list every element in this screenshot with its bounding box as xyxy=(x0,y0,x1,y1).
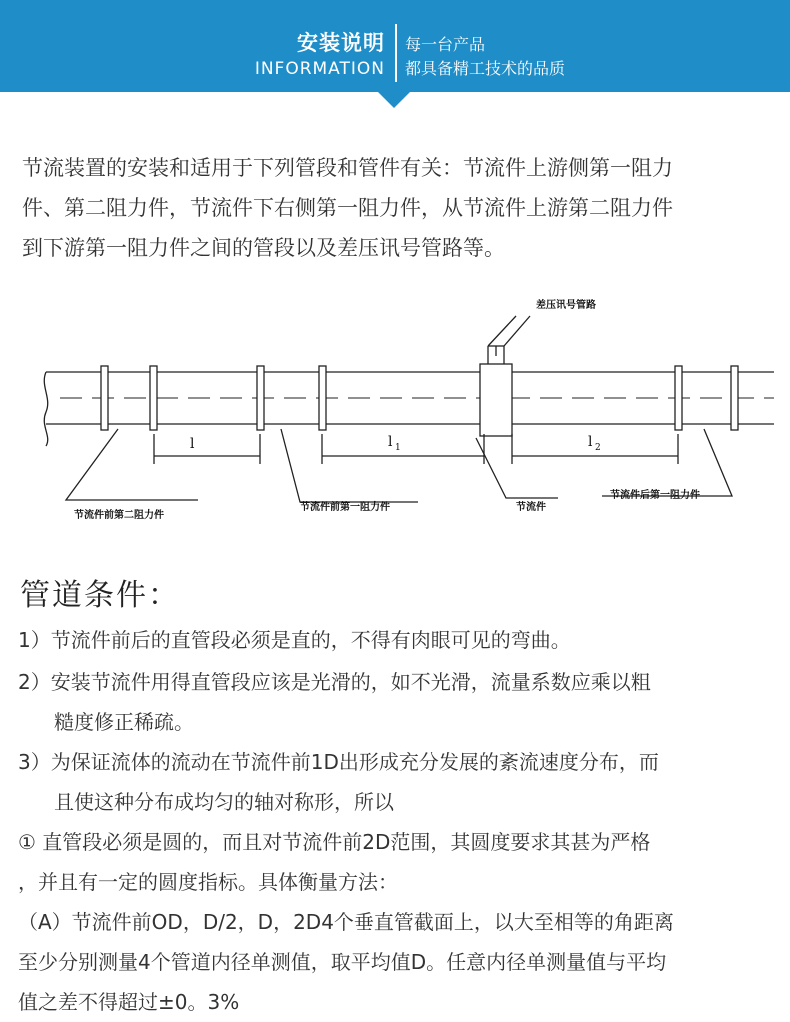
header-line2: 都具备精工技术的品质 xyxy=(405,59,566,78)
dim-l2-subscript: 2 xyxy=(595,443,601,453)
method-a xyxy=(18,902,674,1022)
intro-line: 到下游第一阻力件之间的管段以及差压讯号管路等。 xyxy=(22,236,505,260)
circle-item-1 xyxy=(18,822,650,902)
condition-item-3 xyxy=(18,742,659,822)
intro-line: 节流装置的安装和适用于下列管段和管件有关：节流件上游侧第一阻力 xyxy=(22,156,673,180)
intro-paragraph xyxy=(22,148,780,268)
circle-item-1-line1: ① 直管段必须是圆的，而且对节流件前2D范围，其圆度要求其甚为严格 xyxy=(18,830,651,854)
dim-l2: l xyxy=(588,434,593,450)
method-a-line1: （A）节流件前OD，D/2，D，2D4个垂直管截面上，以大至相等的角距离 xyxy=(18,910,674,934)
dim-l1: l xyxy=(388,434,393,450)
condition-item-2-line2: 糙度修正稀疏。 xyxy=(54,710,194,734)
method-a-line3: 值之差不得超过±0。3% xyxy=(18,990,240,1014)
label-pressure-line: 差压讯号管路 xyxy=(536,300,596,311)
section-title: 管道条件： xyxy=(20,578,180,613)
header-title: 安装说明 xyxy=(297,31,385,55)
condition-item-2 xyxy=(18,662,651,742)
header-right xyxy=(405,33,565,81)
intro-line: 件、第二阻力件，节流件下右侧第一阻力件，从节流件上游第二阻力件 xyxy=(22,196,673,220)
label-second-resistance-before: 节流件前第二阻力件 xyxy=(74,510,164,521)
header-line1: 每一台产品 xyxy=(405,35,486,54)
condition-item-2-line1: 2）安装节流件用得直管段应该是光滑的，如不光滑，流量系数应乘以粗 xyxy=(18,670,651,694)
condition-item-3-line1: 3）为保证流体的流动在节流件前1D出形成充分发展的紊流速度分布，而 xyxy=(18,750,659,774)
header-subtitle: INFORMATION xyxy=(254,59,385,79)
label-throttle: 节流件 xyxy=(516,502,546,513)
circle-item-1-line2: ，并且有一定的圆度指标。具体衡量方法： xyxy=(18,870,398,894)
condition-item-1: 1）节流件前后的直管段必须是直的，不得有肉眼可见的弯曲。 xyxy=(18,628,571,652)
banner-notch xyxy=(376,90,412,108)
pipe-installation-diagram xyxy=(38,286,778,536)
label-first-resistance-before: 节流件前第一阻力件 xyxy=(300,502,390,513)
header-left xyxy=(255,30,385,80)
dim-l1-subscript: 1 xyxy=(395,443,401,453)
header-divider xyxy=(395,24,397,82)
method-a-line2: 至少分别测量4个管道内径单测值，取平均值D。任意内径单测量值与平均 xyxy=(18,950,667,974)
dim-l: l xyxy=(190,436,195,452)
condition-item-3-line2: 且使这种分布成均匀的轴对称形，所以 xyxy=(54,790,394,814)
label-first-resistance-after: 节流件后第一阻力件 xyxy=(610,490,700,501)
